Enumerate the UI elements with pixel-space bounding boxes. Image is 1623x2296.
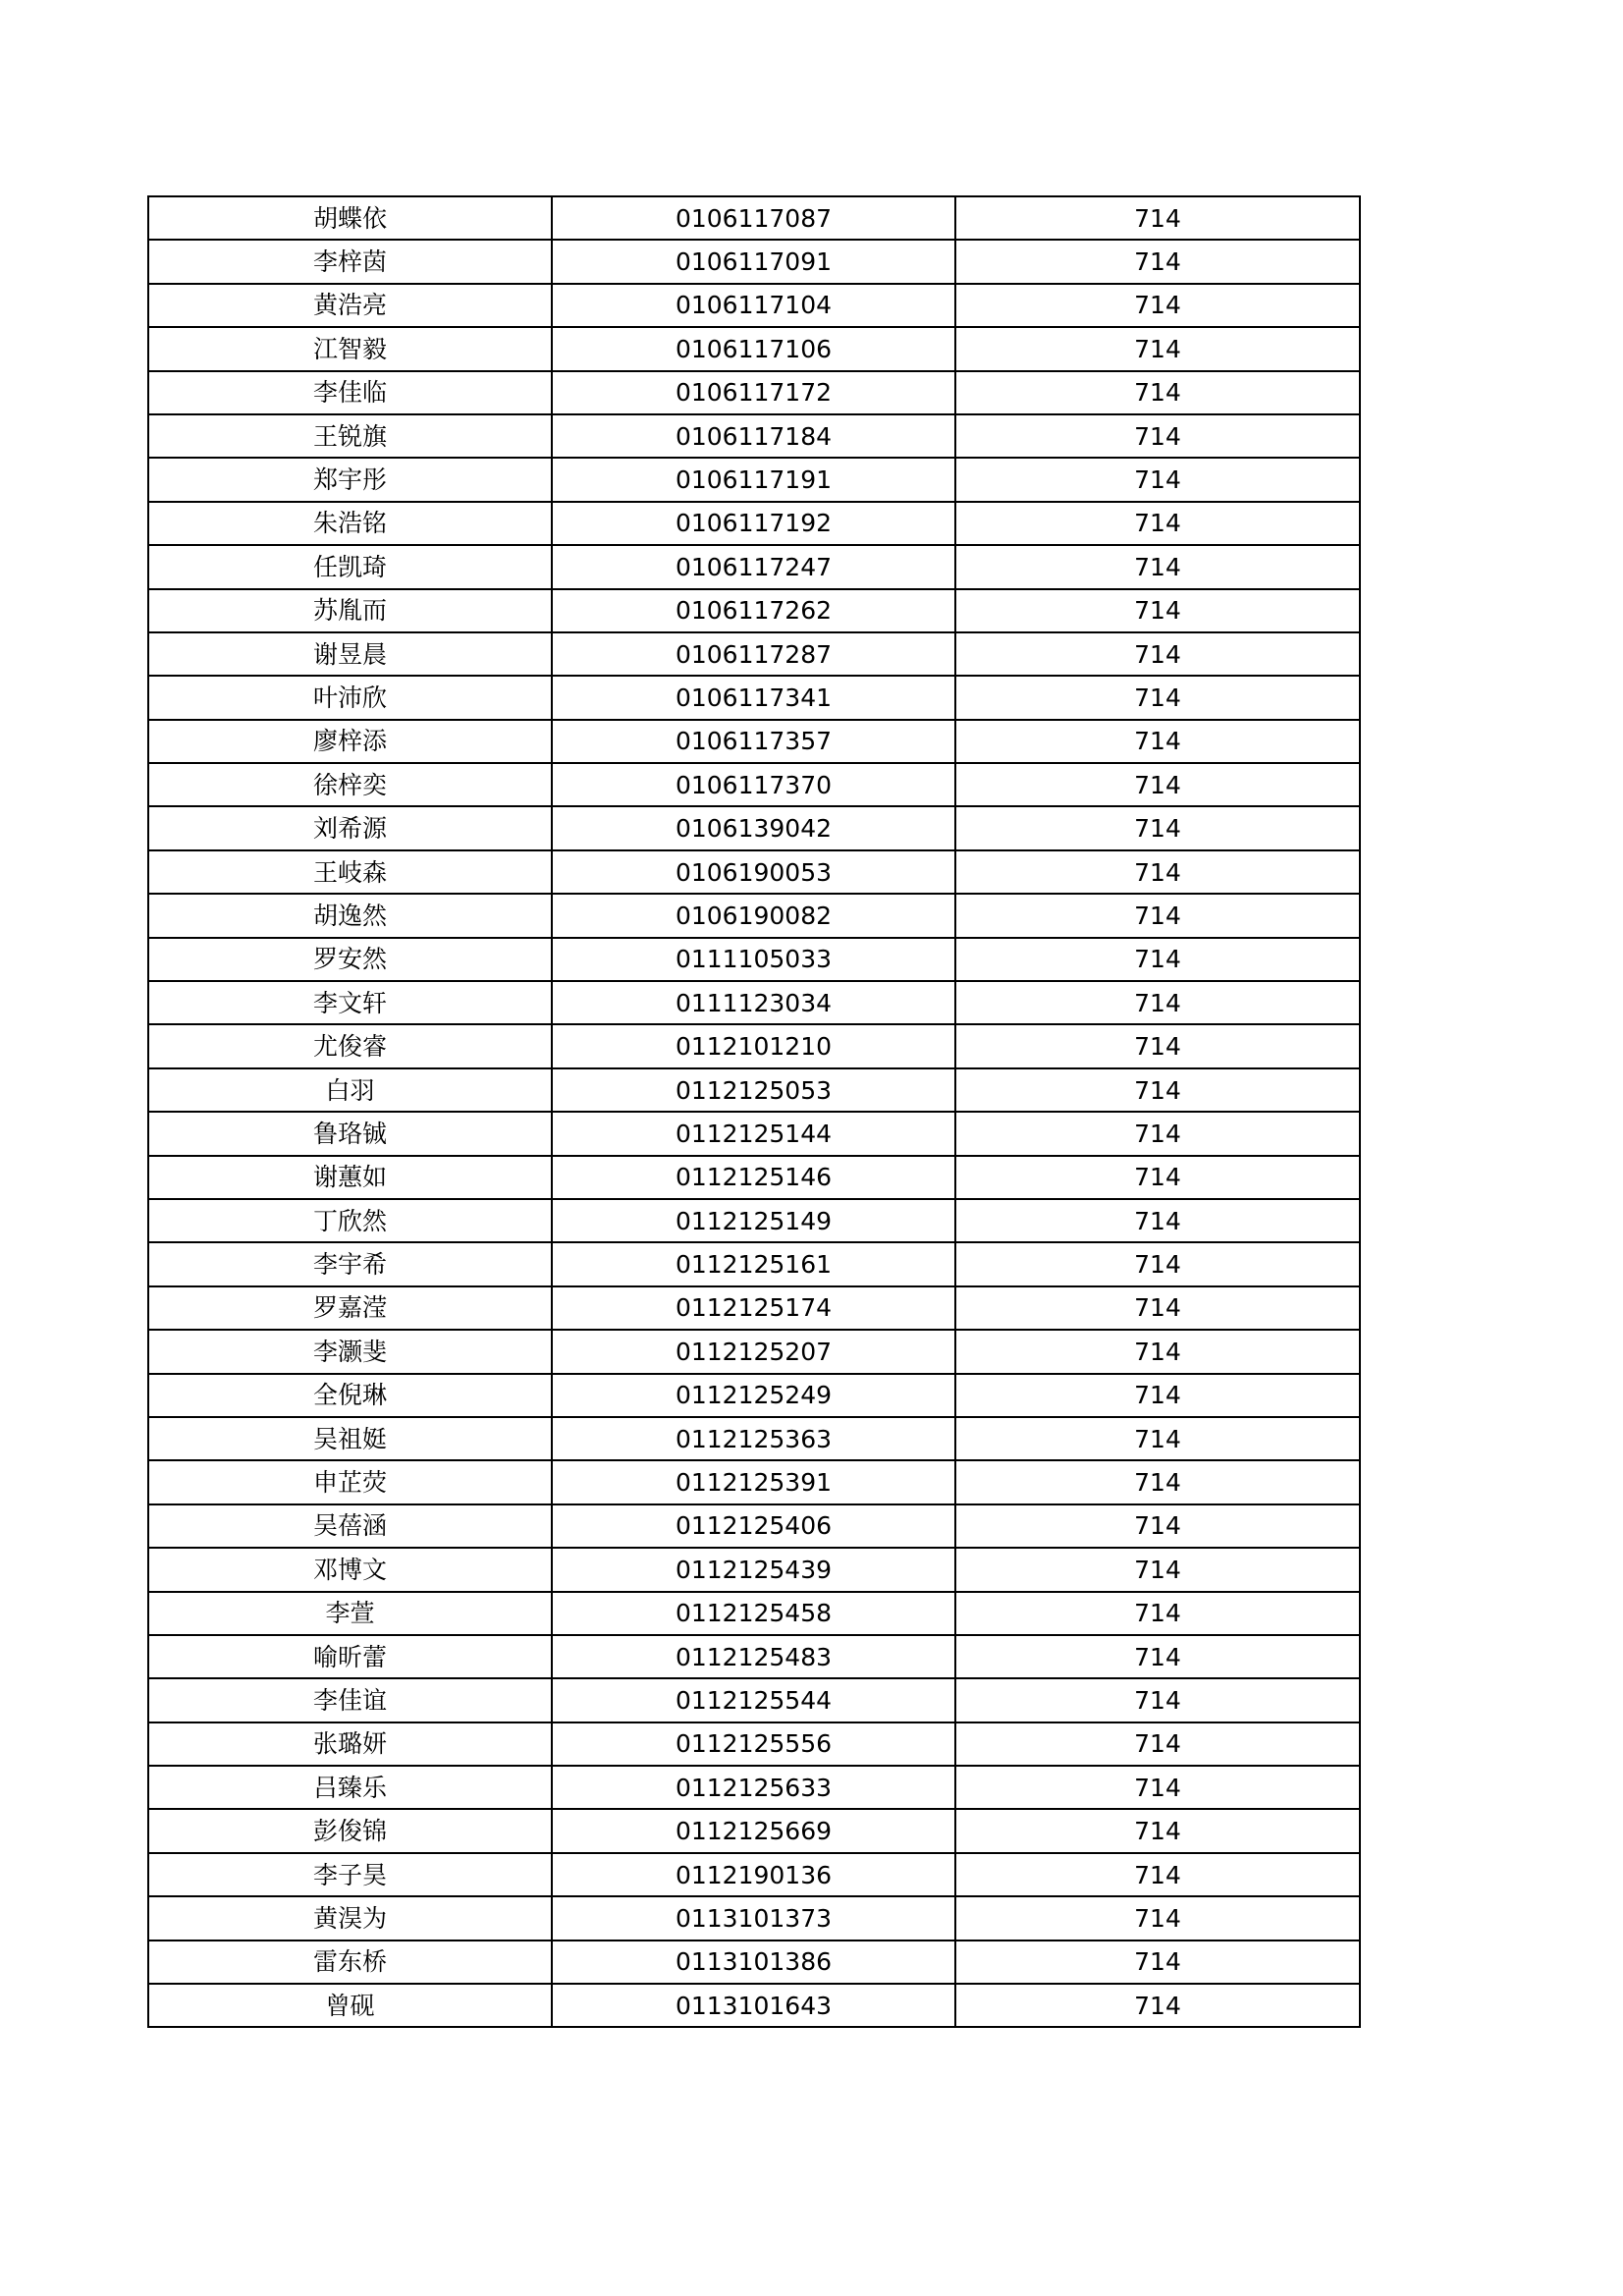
- student-name-cell: 李文轩: [148, 981, 552, 1024]
- student-name-cell: 王岐森: [148, 850, 552, 894]
- student-name-cell: 任凯琦: [148, 545, 552, 588]
- score-cell: 714: [955, 720, 1360, 763]
- table-row: [148, 1896, 1360, 1940]
- table-row: [148, 1722, 1360, 1766]
- student-name-cell: 黄淏为: [148, 1896, 552, 1940]
- table-row: [148, 1199, 1360, 1242]
- table-row: [148, 589, 1360, 632]
- exam-id-cell: 0112125391: [552, 1460, 955, 1503]
- student-name-cell: 全倪琳: [148, 1374, 552, 1417]
- table-row: [148, 1460, 1360, 1503]
- table-row: [148, 1766, 1360, 1809]
- exam-id-cell: 0112125483: [552, 1635, 955, 1678]
- student-name-cell: 罗安然: [148, 938, 552, 981]
- table-row: [148, 1024, 1360, 1067]
- table-row: [148, 1242, 1360, 1285]
- student-name-cell: 尤俊睿: [148, 1024, 552, 1067]
- table-row: [148, 1286, 1360, 1330]
- student-name-cell: 鲁珞铖: [148, 1112, 552, 1155]
- score-cell: 714: [955, 1678, 1360, 1722]
- score-cell: 714: [955, 502, 1360, 545]
- score-cell: 714: [955, 1548, 1360, 1591]
- table-row: [148, 1635, 1360, 1678]
- score-cell: 714: [955, 1156, 1360, 1199]
- student-name-cell: 李佳临: [148, 371, 552, 414]
- exam-id-cell: 0112125146: [552, 1156, 955, 1199]
- table-row: [148, 1592, 1360, 1635]
- student-name-cell: 吴祖娗: [148, 1417, 552, 1460]
- score-cell: 714: [955, 1984, 1360, 2027]
- student-name-cell: 徐梓奕: [148, 763, 552, 806]
- student-name-cell: 吕臻乐: [148, 1766, 552, 1809]
- table-row: [148, 1068, 1360, 1112]
- table-row: [148, 1548, 1360, 1591]
- exam-id-cell: 0111123034: [552, 981, 955, 1024]
- exam-id-cell: 0106117370: [552, 763, 955, 806]
- exam-id-cell: 0106117104: [552, 284, 955, 327]
- table-row: [148, 240, 1360, 283]
- score-cell: 714: [955, 1504, 1360, 1548]
- score-table: [147, 195, 1361, 2028]
- exam-id-cell: 0113101643: [552, 1984, 955, 2027]
- table-row: [148, 981, 1360, 1024]
- table-row: [148, 414, 1360, 458]
- student-name-cell: 江智毅: [148, 327, 552, 370]
- score-cell: 714: [955, 1374, 1360, 1417]
- exam-id-cell: 0112125556: [552, 1722, 955, 1766]
- score-cell: 714: [955, 284, 1360, 327]
- table-row: [148, 1504, 1360, 1548]
- exam-id-cell: 0112125363: [552, 1417, 955, 1460]
- student-name-cell: 罗嘉滢: [148, 1286, 552, 1330]
- student-name-cell: 谢昱晨: [148, 632, 552, 676]
- score-table-body: [148, 196, 1360, 2027]
- student-name-cell: 白羽: [148, 1068, 552, 1112]
- score-cell: 714: [955, 1068, 1360, 1112]
- table-row: [148, 894, 1360, 937]
- student-name-cell: 黄浩亮: [148, 284, 552, 327]
- table-row: [148, 196, 1360, 240]
- exam-id-cell: 0106117106: [552, 327, 955, 370]
- table-row: [148, 1853, 1360, 1896]
- table-row: [148, 850, 1360, 894]
- score-cell: 714: [955, 414, 1360, 458]
- score-cell: 714: [955, 981, 1360, 1024]
- table-row: [148, 938, 1360, 981]
- score-cell: 714: [955, 1896, 1360, 1940]
- exam-id-cell: 0112125406: [552, 1504, 955, 1548]
- table-row: [148, 676, 1360, 719]
- exam-id-cell: 0113101386: [552, 1941, 955, 1984]
- table-row: [148, 371, 1360, 414]
- table-row: [148, 763, 1360, 806]
- score-cell: 714: [955, 894, 1360, 937]
- score-cell: 714: [955, 1766, 1360, 1809]
- exam-id-cell: 0106117192: [552, 502, 955, 545]
- student-name-cell: 叶沛欣: [148, 676, 552, 719]
- student-name-cell: 朱浩铭: [148, 502, 552, 545]
- exam-id-cell: 0112125439: [552, 1548, 955, 1591]
- score-cell: 714: [955, 1635, 1360, 1678]
- student-name-cell: 李梓茵: [148, 240, 552, 283]
- score-cell: 714: [955, 240, 1360, 283]
- exam-id-cell: 0112125669: [552, 1809, 955, 1852]
- student-name-cell: 胡蝶依: [148, 196, 552, 240]
- score-cell: 714: [955, 458, 1360, 501]
- table-row: [148, 1330, 1360, 1373]
- student-name-cell: 李子昊: [148, 1853, 552, 1896]
- exam-id-cell: 0106117357: [552, 720, 955, 763]
- exam-id-cell: 0112125633: [552, 1766, 955, 1809]
- student-name-cell: 王锐旗: [148, 414, 552, 458]
- score-cell: 714: [955, 1024, 1360, 1067]
- student-name-cell: 郑宇彤: [148, 458, 552, 501]
- exam-id-cell: 0106117262: [552, 589, 955, 632]
- table-row: [148, 632, 1360, 676]
- exam-id-cell: 0111105033: [552, 938, 955, 981]
- table-row: [148, 806, 1360, 849]
- exam-id-cell: 0112125249: [552, 1374, 955, 1417]
- student-name-cell: 苏胤而: [148, 589, 552, 632]
- student-name-cell: 喻昕蕾: [148, 1635, 552, 1678]
- score-cell: 714: [955, 1242, 1360, 1285]
- exam-id-cell: 0106117091: [552, 240, 955, 283]
- student-name-cell: 李萱: [148, 1592, 552, 1635]
- table-row: [148, 545, 1360, 588]
- student-name-cell: 李佳谊: [148, 1678, 552, 1722]
- table-row: [148, 502, 1360, 545]
- student-name-cell: 李灏斐: [148, 1330, 552, 1373]
- student-name-cell: 吴蓓涵: [148, 1504, 552, 1548]
- exam-id-cell: 0106117184: [552, 414, 955, 458]
- score-cell: 714: [955, 632, 1360, 676]
- table-row: [148, 1984, 1360, 2027]
- score-cell: 714: [955, 806, 1360, 849]
- score-cell: 714: [955, 327, 1360, 370]
- student-name-cell: 刘希源: [148, 806, 552, 849]
- score-cell: 714: [955, 589, 1360, 632]
- exam-id-cell: 0106117191: [552, 458, 955, 501]
- student-name-cell: 李宇希: [148, 1242, 552, 1285]
- score-cell: 714: [955, 371, 1360, 414]
- table-row: [148, 284, 1360, 327]
- score-cell: 714: [955, 1809, 1360, 1852]
- score-cell: 714: [955, 1722, 1360, 1766]
- table-row: [148, 1809, 1360, 1852]
- exam-id-cell: 0106190053: [552, 850, 955, 894]
- score-cell: 714: [955, 1286, 1360, 1330]
- score-cell: 714: [955, 1853, 1360, 1896]
- student-name-cell: 雷东桥: [148, 1941, 552, 1984]
- student-name-cell: 申芷荧: [148, 1460, 552, 1503]
- score-cell: 714: [955, 1330, 1360, 1373]
- exam-id-cell: 0106190082: [552, 894, 955, 937]
- score-cell: 714: [955, 196, 1360, 240]
- exam-id-cell: 0112125174: [552, 1286, 955, 1330]
- exam-id-cell: 0113101373: [552, 1896, 955, 1940]
- student-name-cell: 张璐妍: [148, 1722, 552, 1766]
- score-cell: 714: [955, 1460, 1360, 1503]
- table-row: [148, 1374, 1360, 1417]
- student-name-cell: 彭俊锦: [148, 1809, 552, 1852]
- student-name-cell: 廖梓添: [148, 720, 552, 763]
- score-cell: 714: [955, 1592, 1360, 1635]
- exam-id-cell: 0106117247: [552, 545, 955, 588]
- exam-id-cell: 0106117172: [552, 371, 955, 414]
- exam-id-cell: 0112125144: [552, 1112, 955, 1155]
- score-cell: 714: [955, 1417, 1360, 1460]
- table-row: [148, 458, 1360, 501]
- score-cell: 714: [955, 1112, 1360, 1155]
- exam-id-cell: 0112125161: [552, 1242, 955, 1285]
- score-cell: 714: [955, 850, 1360, 894]
- exam-id-cell: 0112125053: [552, 1068, 955, 1112]
- student-name-cell: 丁欣然: [148, 1199, 552, 1242]
- table-row: [148, 327, 1360, 370]
- student-name-cell: 曾砚: [148, 1984, 552, 2027]
- student-name-cell: 邓博文: [148, 1548, 552, 1591]
- table-row: [148, 1417, 1360, 1460]
- exam-id-cell: 0112101210: [552, 1024, 955, 1067]
- score-cell: 714: [955, 1941, 1360, 1984]
- exam-id-cell: 0106117087: [552, 196, 955, 240]
- table-row: [148, 1112, 1360, 1155]
- table-row: [148, 1941, 1360, 1984]
- exam-id-cell: 0112125458: [552, 1592, 955, 1635]
- student-name-cell: 胡逸然: [148, 894, 552, 937]
- score-cell: 714: [955, 676, 1360, 719]
- table-row: [148, 1678, 1360, 1722]
- score-cell: 714: [955, 545, 1360, 588]
- student-name-cell: 谢蕙如: [148, 1156, 552, 1199]
- score-cell: 714: [955, 938, 1360, 981]
- exam-id-cell: 0106117287: [552, 632, 955, 676]
- exam-id-cell: 0112125207: [552, 1330, 955, 1373]
- table-row: [148, 720, 1360, 763]
- exam-id-cell: 0106117341: [552, 676, 955, 719]
- score-cell: 714: [955, 763, 1360, 806]
- exam-id-cell: 0112125149: [552, 1199, 955, 1242]
- score-cell: 714: [955, 1199, 1360, 1242]
- exam-id-cell: 0106139042: [552, 806, 955, 849]
- table-row: [148, 1156, 1360, 1199]
- exam-id-cell: 0112125544: [552, 1678, 955, 1722]
- exam-id-cell: 0112190136: [552, 1853, 955, 1896]
